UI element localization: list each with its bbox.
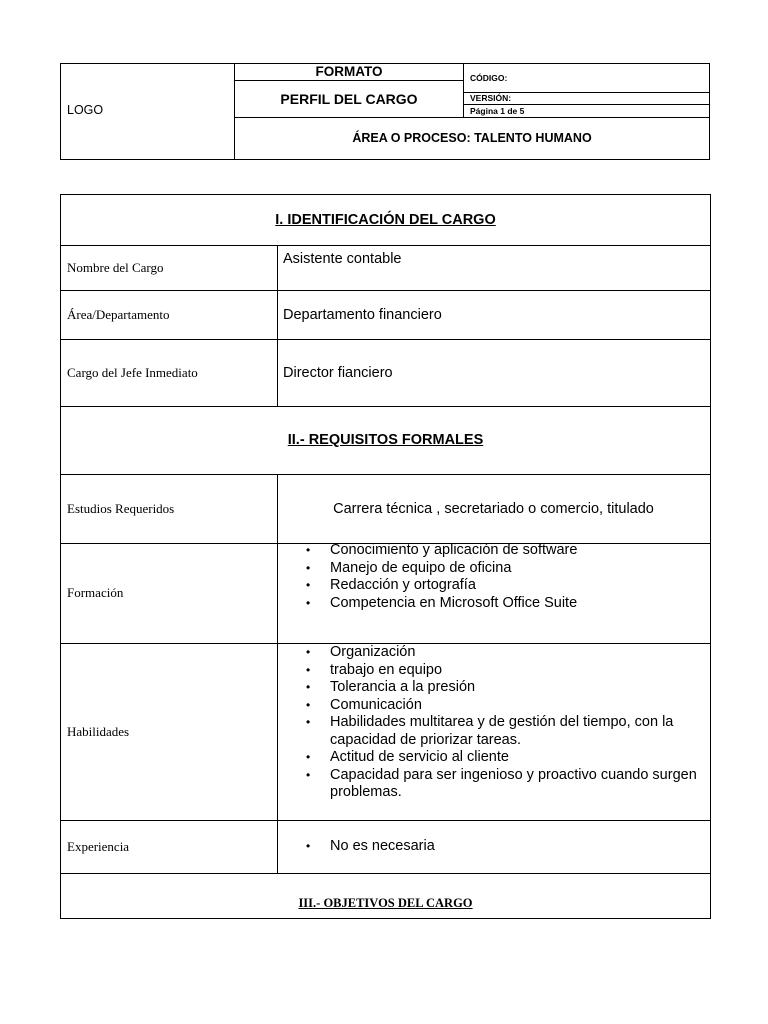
training-list xyxy=(306,542,706,612)
area-process-label: ÁREA O PROCESO: TALENTO HUMANO xyxy=(352,131,592,145)
list-item: • Habilidades multitarea y de gestión del tiempo, con la capacidad de priorizar tareas. xyxy=(306,714,701,749)
job-name-value: Asistente contable xyxy=(283,251,402,267)
list-item: • Capacidad para ser ingenioso y proactivo cuando surgen problemas. xyxy=(306,767,701,802)
department-label: Área/Departamento xyxy=(67,306,170,322)
training-label: Formación xyxy=(67,585,124,600)
list-item: • Manejo de equipo de oficina xyxy=(306,560,706,578)
document-title: PERFIL DEL CARGO xyxy=(280,90,418,107)
list-item: • Comunicación xyxy=(306,697,701,715)
experience-label: Experiencia xyxy=(67,838,130,854)
job-name-label: Nombre del Cargo xyxy=(67,260,164,275)
skills-label: Habilidades xyxy=(67,723,130,739)
department-value: Departamento financiero xyxy=(283,306,442,323)
list-item: • No es necesaria xyxy=(306,838,701,856)
section-objectives-title: III.- OBJETIVOS DEL CARGO xyxy=(298,895,473,910)
list-item: • trabajo en equipo xyxy=(306,662,701,680)
list-item: • Redacción y ortografía xyxy=(306,577,706,595)
list-item: • Competencia en Microsoft Office Suite xyxy=(306,595,706,613)
page-number: Página 1 de 5 xyxy=(470,105,525,116)
list-item: • Organización xyxy=(306,644,701,662)
format-label: FORMATO xyxy=(315,64,383,79)
skills-list xyxy=(306,644,701,802)
list-item: • Actitud de servicio al cliente xyxy=(306,749,701,767)
list-item: • Conocimiento y aplicación de software xyxy=(306,542,706,560)
studies-label: Estudios Requeridos xyxy=(67,500,175,516)
code-label: CÓDIGO: xyxy=(470,72,508,83)
boss-label: Cargo del Jefe Inmediato xyxy=(67,364,198,380)
section-identification-title: I. IDENTIFICACIÓN DEL CARGO xyxy=(275,211,496,228)
studies-value: Carrera técnica , secretariado o comercio, titulado xyxy=(333,500,654,517)
version-label: VERSIÓN: xyxy=(470,93,512,103)
section-requirements-title: II.- REQUISITOS FORMALES xyxy=(287,432,484,448)
boss-value: Director fianciero xyxy=(283,364,393,381)
logo-placeholder: LOGO xyxy=(67,103,104,117)
list-item: • Tolerancia a la presión xyxy=(306,679,701,697)
experience-list xyxy=(306,838,701,856)
